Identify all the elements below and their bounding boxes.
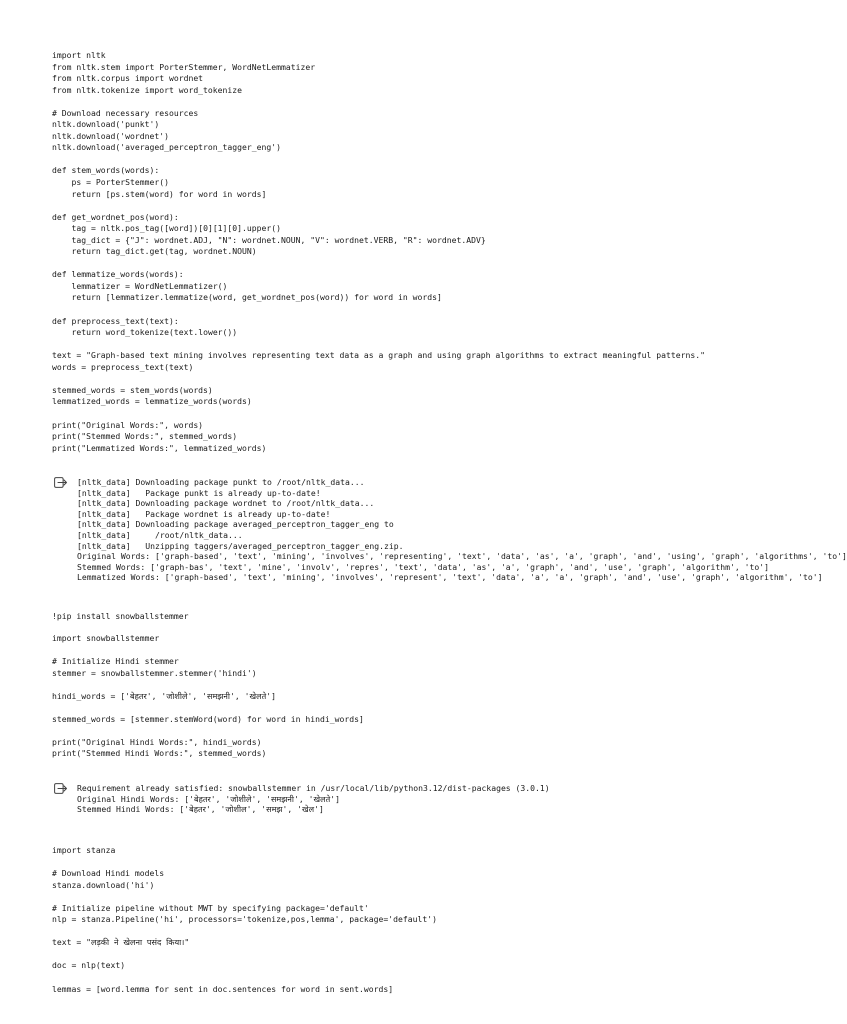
code-line: # Download Hindi models (52, 868, 165, 879)
code-line: # Download necessary resources (52, 107, 199, 118)
output-line: [nltk_data] Unzipping taggers/averaged_perceptron_tagger_eng.zip. (77, 540, 404, 551)
output-cell-snowball (52, 783, 730, 819)
code-line: text = "लड़की ने खेलना पसंद किया।" (52, 937, 190, 948)
output-line: Requirement already satisfied: snowballstemmer in /usr/local/lib/python3.12/dist-packages (3.0.1) (77, 783, 550, 793)
output-line: [nltk_data] Downloading package punkt to /root/nltk_data... (77, 477, 365, 487)
code-line: print("Stemmed Hindi Words:", stemmed_words) (52, 748, 267, 759)
code-line: nltk.download('averaged_perceptron_tagger_eng') (52, 142, 282, 153)
code-line (52, 702, 730, 714)
code-line (52, 200, 730, 212)
code-cell-snowball[interactable] (52, 633, 730, 760)
output-line: [nltk_data] Downloading package wordnet to /root/nltk_data... (77, 498, 375, 509)
output-text (77, 477, 847, 583)
code-line (52, 373, 730, 385)
code-line: hindi_words = ['बेहतर', 'जोशीले', 'समझनी', 'खेलते'] (52, 690, 276, 701)
code-line (52, 408, 730, 420)
code-block (52, 50, 730, 454)
code-line (52, 679, 730, 691)
code-line: nltk.download('wordnet') (52, 130, 169, 141)
output-line: Stemmed Hindi Words: ['बेहतर', 'जोशील', 'समझ', 'खेल'] (77, 804, 324, 815)
output-line: [nltk_data] Downloading package averaged_perceptron_tagger_eng to (77, 519, 394, 530)
code-line: nlp = stanza.Pipeline('hi', processors='tokenize,pos,lemma', package='default') (52, 914, 437, 925)
code-block (52, 845, 730, 995)
code-line (52, 339, 730, 351)
code-line: from nltk.stem import PorterStemmer, WordNetLemmatizer (52, 61, 316, 72)
code-line: tag = nltk.pos_tag([word])[0][1][0].upper() (71, 223, 282, 234)
code-line: print("Stemmed Words:", stemmed_words) (52, 431, 238, 442)
output-line: [nltk_data] Package wordnet is already up-to-date! (77, 508, 331, 519)
code-line: import nltk (52, 50, 106, 60)
output-line: Original Words: ['graph-based', 'text', 'mining', 'involves', 'representing', 'text', 'data', 'as', 'a', 'graph', 'and', 'using', 'graph', 'algorithms', 'to'] (77, 551, 847, 562)
code-cell-nltk[interactable] (52, 50, 730, 454)
code-line: return [lemmatizer.lemmatize(word, get_wordnet_pos(word)) for word in words] (71, 292, 442, 303)
code-line (52, 725, 730, 737)
code-line: # Initialize Hindi stemmer (52, 656, 179, 667)
code-line: !pip install snowballstemmer (52, 611, 189, 621)
code-cell-stanza[interactable] (52, 845, 730, 995)
code-line: # Initialize pipeline without MWT by specifying package='default' (52, 902, 369, 913)
code-line: print("Original Hindi Words:", hindi_words) (52, 736, 262, 747)
code-line: stanza.download('hi') (52, 879, 155, 890)
output-line: Original Hindi Words: ['बेहतर', 'जोशीले', 'समझनी', 'खेलते'] (77, 793, 340, 804)
code-line: lemmas = [word.lemma for sent in doc.sentences for word in sent.words] (52, 983, 394, 994)
code-line (52, 258, 730, 270)
code-line: return tag_dict.get(tag, wordnet.NOUN) (71, 246, 257, 257)
code-line (52, 926, 730, 938)
code-line: return word_tokenize(text.lower()) (71, 327, 238, 338)
output-line: [nltk_data] Package punkt is already up-to-date! (77, 487, 321, 498)
code-line (52, 304, 730, 316)
code-line: doc = nlp(text) (52, 960, 126, 971)
output-toggle-icon[interactable] (54, 477, 68, 488)
code-line (52, 972, 730, 984)
output-line: Lemmatized Words: ['graph-based', 'text', 'mining', 'involves', 'represent', 'text', 'data', 'a', 'a', 'graph', 'and', 'use', 'graph', 'algorithm', 'to'] (77, 572, 823, 583)
code-line: def stem_words(words): (52, 165, 160, 176)
code-line: lemmatized_words = lemmatize_words(words) (52, 396, 252, 407)
output-line: [nltk_data] /root/nltk_data... (77, 529, 243, 540)
code-line: stemmed_words = stem_words(words) (52, 384, 213, 395)
code-line: def lemmatize_words(words): (52, 269, 184, 280)
code-line (52, 857, 730, 869)
code-line: text = "Graph-based text mining involves representing text data as a graph and using graph algorithms to extract meaningful patterns." (52, 350, 705, 361)
output-toggle-icon[interactable] (54, 783, 68, 794)
code-line: stemmer = snowballstemmer.stemmer('hindi') (52, 667, 257, 678)
code-line: return [ps.stem(word) for word in words] (71, 188, 267, 199)
code-line: lemmatizer = WordNetLemmatizer() (71, 280, 228, 291)
code-line: stemmed_words = [stemmer.stemWord(word) for word in hindi_words] (52, 713, 364, 724)
output-cell-nltk (52, 477, 847, 587)
code-line: def preprocess_text(text): (52, 315, 179, 326)
code-line: tag_dict = {"J": wordnet.ADJ, "N": wordnet.NOUN, "V": wordnet.VERB, "R": wordnet.ADV} (71, 234, 486, 245)
code-line (52, 645, 730, 657)
code-block (52, 633, 730, 760)
code-line: def get_wordnet_pos(word): (52, 211, 179, 222)
code-line: import snowballstemmer (52, 633, 160, 643)
code-line: print("Lemmatized Words:", lemmatized_words) (52, 442, 267, 453)
code-line (52, 96, 730, 108)
output-line: Stemmed Words: ['graph-bas', 'text', 'mine', 'involv', 'repres', 'text', 'data', 'as', 'a', 'graph', 'and', 'use', 'graph', 'algorithm', 'to'] (77, 561, 769, 572)
code-line: ps = PorterStemmer() (71, 177, 169, 188)
code-line (52, 154, 730, 166)
code-line (52, 949, 730, 961)
code-cell-pip[interactable] (52, 611, 730, 623)
code-line: import stanza (52, 845, 116, 855)
code-line: from nltk.corpus import wordnet (52, 73, 204, 84)
code-line: print("Original Words:", words) (52, 419, 204, 430)
code-line: words = preprocess_text(text) (52, 361, 194, 372)
output-text (77, 783, 730, 815)
code-line: from nltk.tokenize import word_tokenize (52, 84, 243, 95)
code-line: nltk.download('punkt') (52, 119, 160, 130)
code-line (52, 891, 730, 903)
